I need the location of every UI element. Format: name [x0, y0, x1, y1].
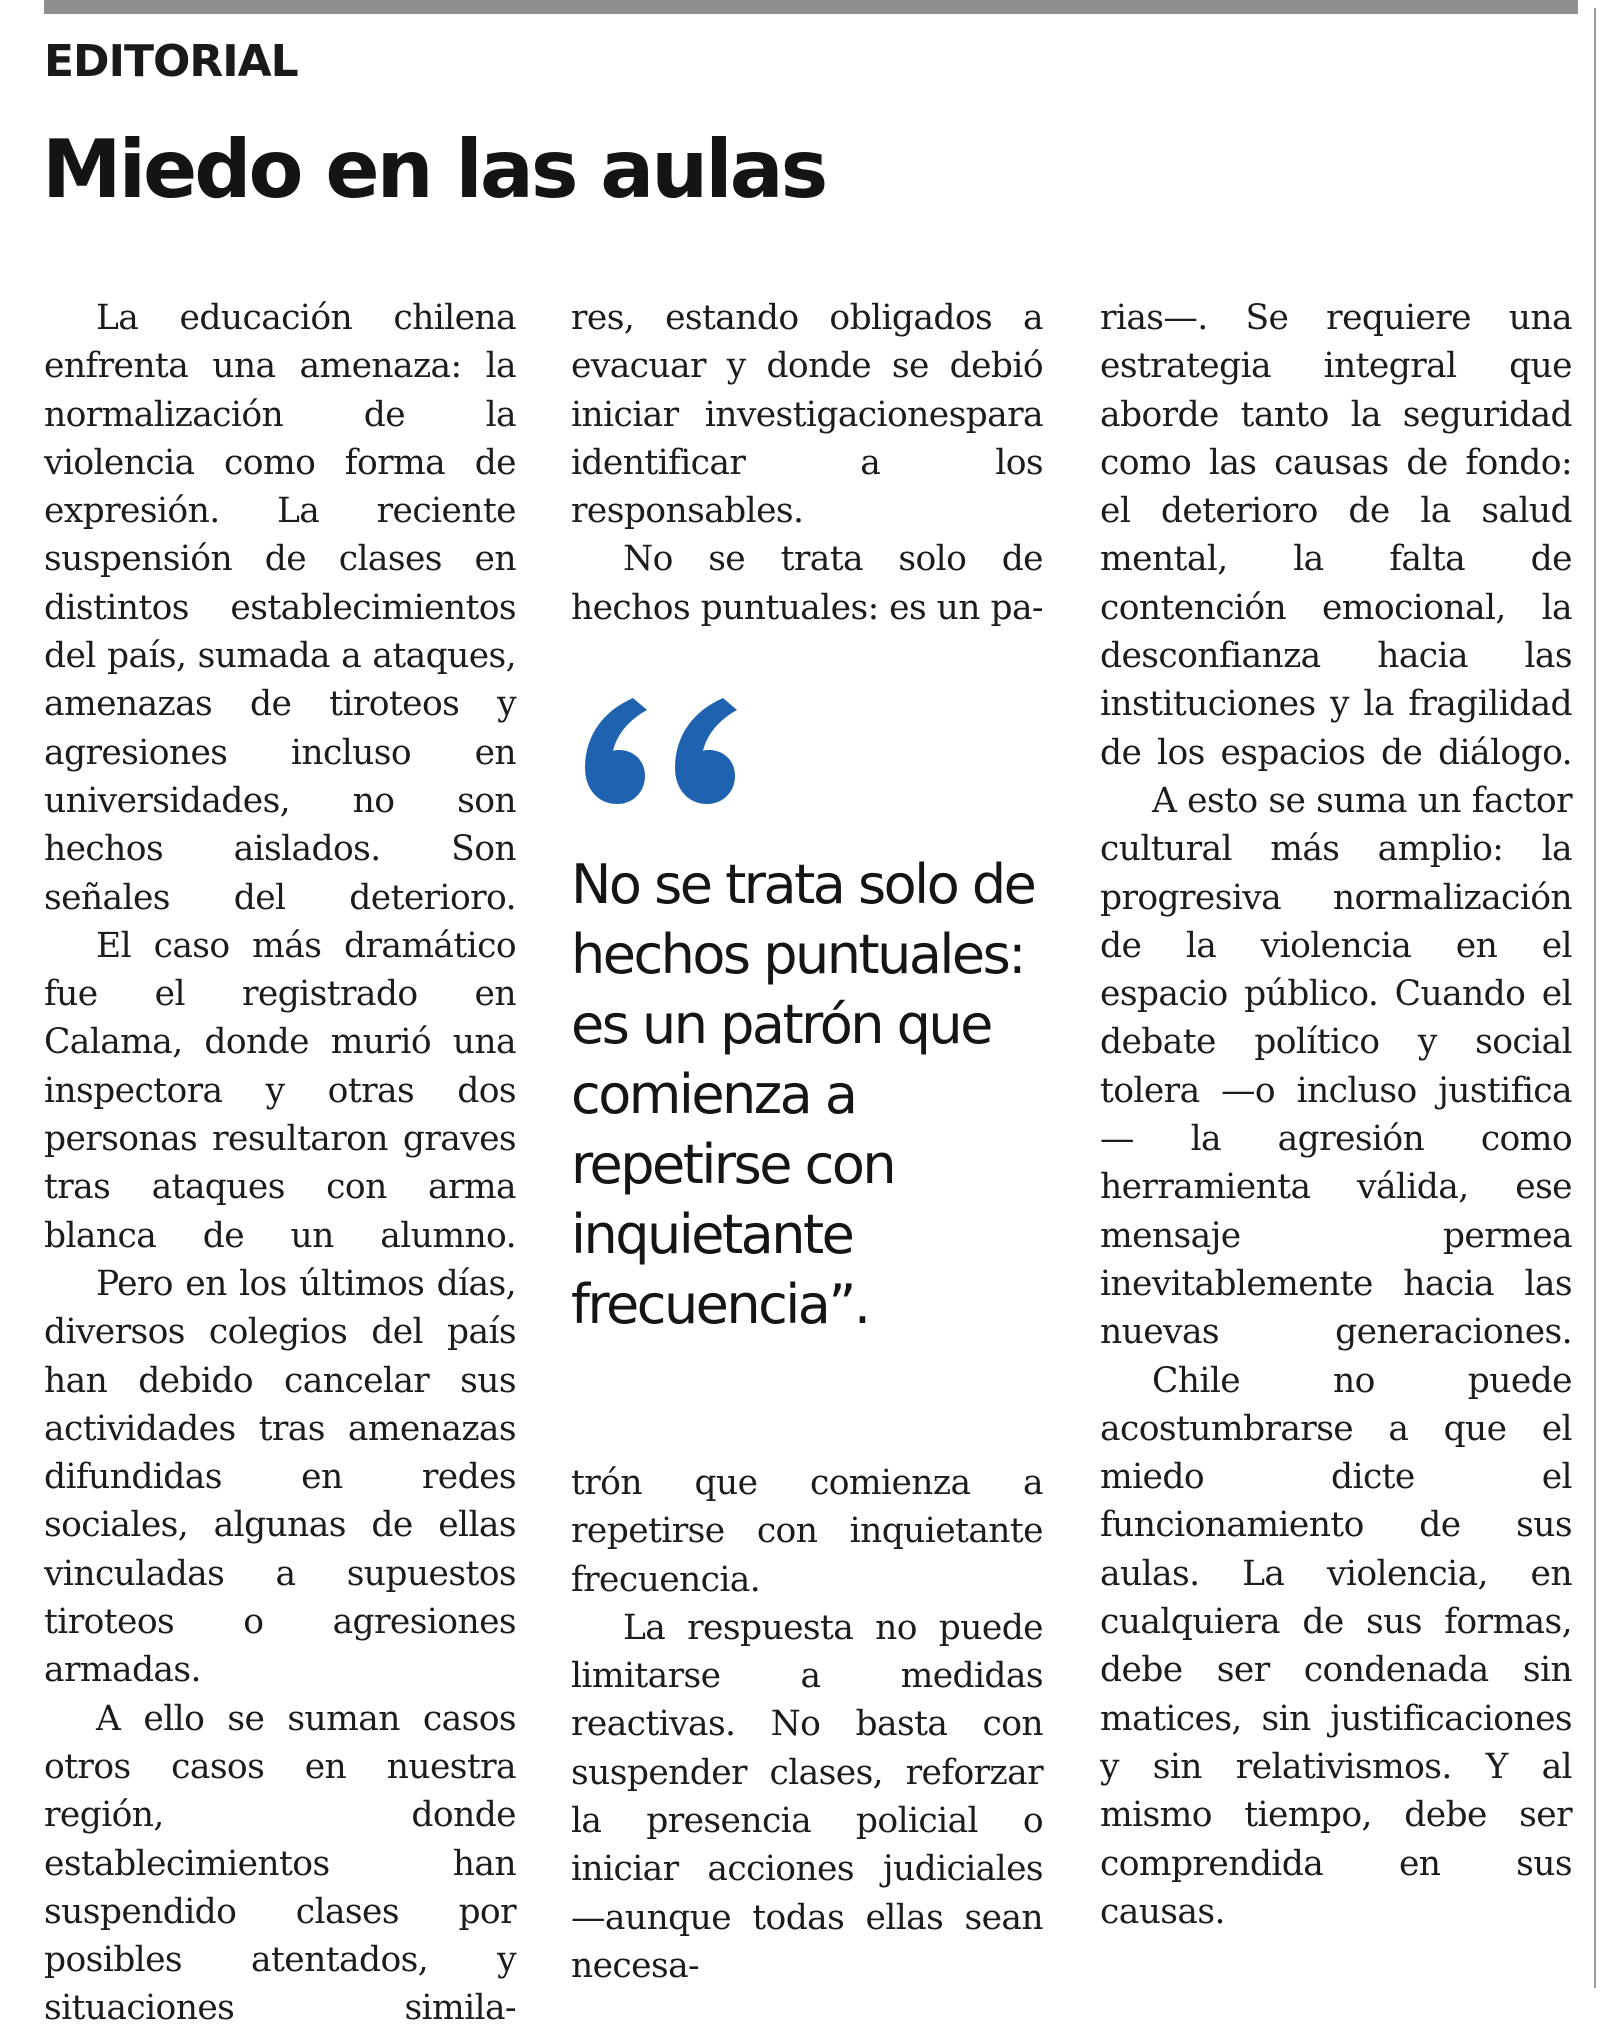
paragraph: La respuesta no puede limitarse a medidas reactivas. No basta con suspender clases, reforzar la presencia policial o iniciar acciones judiciales —aunque todas ellas sean necesa-: [571, 1607, 1043, 1986]
paragraph: No se trata solo de hechos puntuales: es un pa-: [571, 539, 1043, 628]
column-2-top: [571, 294, 1043, 632]
column-3: [1100, 294, 1572, 1936]
paragraph: Chile no puede acostumbrarse a que el miedo dicte el funcionamiento de sus aulas. La violencia, en cualquiera de sus formas, debe ser condenada sin matices, sin justificaciones y sin relativismos. Y al mismo tiempo, debe ser comprendida en sus causas.: [1100, 1360, 1572, 1932]
paragraph: A ello se suman casos otros casos en nuestra región, donde establecimientos han suspendido clases por posibles atentados, y situaciones simila-: [44, 1698, 516, 2029]
headline: Miedo en las aulas: [42, 123, 826, 216]
paragraph-continued: trón que comienza a repetirse con inquietante frecuencia.: [571, 1463, 1043, 1600]
paragraph: El caso más dramático fue el registrado en Calama, donde murió una inspectora y otras dos personas resultaron graves tras ataques con arma blanca de un alumno.: [44, 925, 516, 1256]
section-label: EDITORIAL: [44, 36, 298, 87]
column-1: [44, 294, 516, 2033]
quote-mark-icon: [571, 690, 751, 810]
top-rule: [44, 0, 1578, 14]
page-edge: [1594, 8, 1596, 1988]
paragraph-continued: rias—. Se requiere una estrategia integral que aborde tanto la seguridad como las causas de fondo: el deterioro de la salud mental, la falta de contención emocional, la desconfianza hacia las instituciones y la fragilidad de los espacios de diálogo.: [1100, 298, 1572, 773]
paragraph: Pero en los últimos días, diversos colegios del país han debido cancelar sus actividades tras amenazas difundidas en redes sociales, algunas de ellas vinculadas a supuestos tiroteos o agresiones armadas.: [44, 1263, 516, 1691]
column-2-bottom: [571, 1459, 1043, 1990]
pull-quote-text: No se trata solo de hechos puntuales: es un patrón que comienza a repetirse con inquietante frecuencia”.: [571, 853, 1035, 1336]
paragraph-continued: res, estando obligados a evacuar y donde se debió iniciar investigacionespara identificar a los responsables.: [571, 298, 1043, 532]
paragraph: A esto se suma un factor cultural más amplio: la progresiva normalización de la violencia en el espacio público. Cuando el debate político y social tolera —o incluso justifica— la agresión como herramienta válida, ese mensaje permea inevitablemente hacia las nuevas generaciones.: [1100, 780, 1572, 1353]
paragraph: La educación chilena enfrenta una amenaza: la normalización de la violencia como forma de expresión. La reciente suspensión de clases en distintos establecimientos del país, sumada a ataques, amenazas de tiroteos y agresiones incluso en universidades, no son hechos aislados. Son señales del deterioro.: [44, 298, 516, 918]
